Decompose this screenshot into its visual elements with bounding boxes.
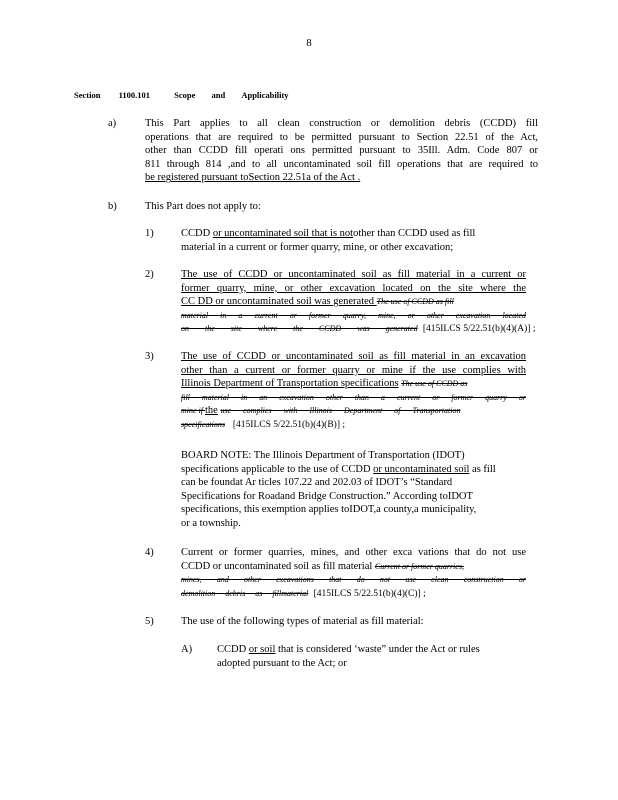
- citation: [415ILCS 5/22.51(b)(4)(C)] ;: [313, 588, 426, 599]
- subsection-a-text: [145, 117, 538, 185]
- inserted-text: CC DD or uncontaminated soil was generated: [181, 296, 377, 308]
- text-run: as fill: [472, 463, 496, 475]
- page-number: 8: [306, 37, 312, 49]
- item-3-label: 3): [145, 351, 154, 362]
- section-number: 1100.101: [118, 90, 150, 100]
- text-line: other than CCDD fill operati ons permitted pursuant to 35Ill. Adm. Code 807 or: [145, 145, 538, 157]
- text-line: can be foundat Ar ticles 107.22 and 202.03 of IDOT’s “Standard: [181, 477, 453, 489]
- inserted-text: or soil: [248, 644, 276, 655]
- text-run: CCDD: [181, 228, 213, 239]
- text-line-underlined: be registered pursuant toSection 22.51a of the Act .: [145, 172, 361, 184]
- deleted-text: mine if: [181, 406, 205, 416]
- subsection-b-label: b): [108, 201, 117, 212]
- item-2-text: [181, 268, 536, 337]
- text-line-underlined: other than a current or former quarry or mine if the use complies with: [181, 364, 526, 376]
- text-line: 811 through 814 ,and to all uncontaminated soil fill operations that are required to: [145, 158, 538, 170]
- item-5-label: 5): [145, 616, 154, 627]
- item-5-intro: The use of the following types of material as fill material:: [181, 616, 424, 627]
- text-line-underlined: former quarry, mine, or other excavation located on the site where the: [181, 282, 526, 294]
- text-line: This Part applies to all clean construction or demolition debris (CCDD) fill: [145, 118, 538, 129]
- item-5a-label: A): [181, 644, 193, 655]
- deleted-text: The use of CCDD as fill: [376, 297, 454, 307]
- item-2-label: 2): [145, 269, 154, 280]
- text-line: Specifications for Roadand Bridge Construction.” According toIDOT: [181, 490, 473, 502]
- deleted-text: use complies with Illinois Department of Transportation: [220, 406, 461, 416]
- deleted-text: on the site where the CCDD was generated: [181, 324, 418, 334]
- text-run: other than CCDD used as fill: [353, 228, 476, 239]
- item-4-text: [181, 546, 526, 601]
- deleted-text: material in a current or former quarry, mine, or other excavation located: [181, 310, 526, 320]
- inserted-text: or uncontaminated soil that is not: [212, 228, 354, 239]
- board-note: [181, 449, 538, 531]
- deleted-text: Current or former quarries,: [374, 561, 464, 571]
- text-run: that is considered ‘waste” under the Act or rules: [275, 644, 480, 655]
- text-run: CCDD: [217, 644, 249, 655]
- deleted-text: demolition debris as fillmaterial: [181, 588, 309, 598]
- text-line: BOARD NOTE: The Illinois Department of Transportation (IDOT): [181, 450, 465, 461]
- section-heading: [74, 89, 289, 103]
- deleted-text: mines, and other excavations that do not use clean construction or: [181, 575, 526, 585]
- section-title-word: Scope: [174, 90, 196, 100]
- citation: [415ILCS 5/22.51(b)(4)(A)] ;: [422, 324, 536, 335]
- citation: [415ILCS 5/22.51(b)(4)(B)] ;: [232, 419, 346, 430]
- section-title-word: and: [211, 90, 226, 100]
- section-title-word: Applicability: [241, 90, 289, 100]
- text-run: specifications applicable to the use of CCDD: [181, 463, 374, 475]
- deleted-text: fill material in an excavation other than a current or former quarry or: [181, 392, 526, 402]
- inserted-text: or uncontaminated soil: [373, 463, 470, 475]
- text-line: material in a current or former quarry, mine, or other excavation;: [181, 241, 454, 253]
- text-line: or a township.: [181, 517, 241, 529]
- inserted-text: Illinois Department of Transportation specifications: [181, 378, 399, 390]
- inserted-text: the: [205, 405, 218, 417]
- item-5a-text: [217, 643, 527, 670]
- deleted-text: The use of CCDD as: [401, 379, 468, 389]
- text-line: operations that are required to be permitted pursuant to Section 22.51 of the Act,: [145, 131, 538, 143]
- deleted-text: specifications: [181, 419, 225, 429]
- text-line: specifications, this exemption applies toIDOT,a county,a municipality,: [181, 504, 477, 516]
- text-line: Current or former quarries, mines, and other exca vations that do not use: [181, 547, 526, 558]
- item-1-text: [181, 227, 518, 254]
- text-run: CCDD or uncontaminated soil as fill material: [181, 560, 375, 572]
- section-label: Section: [74, 90, 101, 100]
- text-line-underlined: The use of CCDD or uncontaminated soil as fill material in a current or: [181, 269, 526, 280]
- subsection-a-label: a): [108, 118, 117, 129]
- text-line-underlined: The use of CCDD or uncontaminated soil as fill material in an excavation: [181, 351, 526, 362]
- item-3-text: [181, 350, 526, 433]
- item-4-label: 4): [145, 547, 154, 558]
- item-1-label: 1): [145, 228, 154, 239]
- subsection-b-intro: This Part does not apply to:: [145, 201, 261, 212]
- text-line: adopted pursuant to the Act; or: [217, 657, 347, 669]
